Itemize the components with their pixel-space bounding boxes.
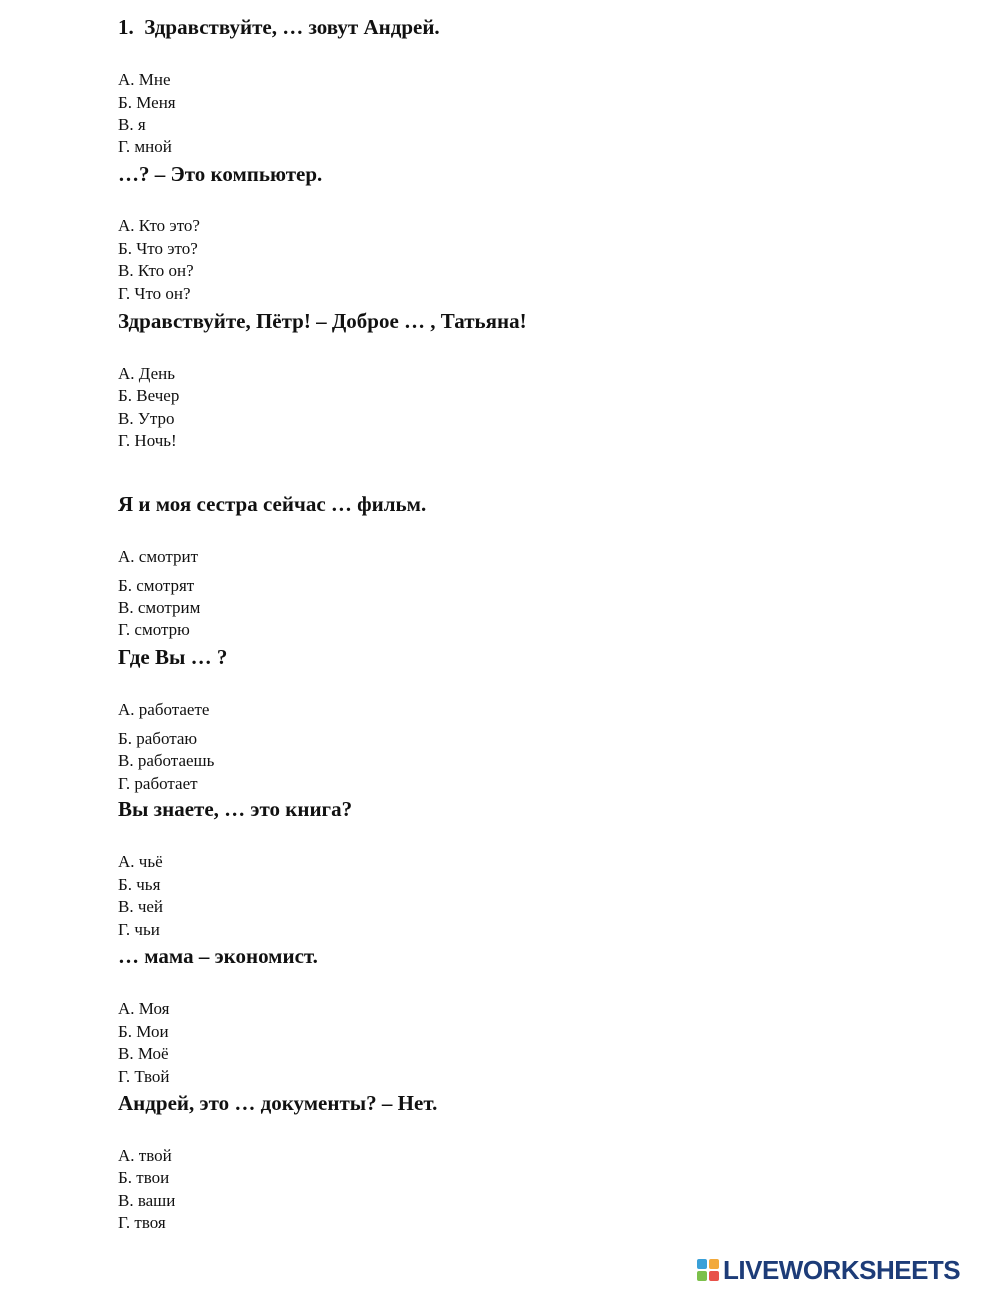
option-8a[interactable]: А. твой: [118, 1146, 172, 1165]
question-text: Здравствуйте, … зовут Андрей.: [144, 15, 440, 39]
question-6: Вы знаете, … это книга?: [118, 797, 353, 821]
option-2d[interactable]: Г. Что он?: [118, 284, 191, 303]
option-3b[interactable]: Б. Вечер: [118, 386, 180, 405]
option-6d[interactable]: Г. чьи: [118, 920, 160, 939]
option-3d[interactable]: Г. Ночь!: [118, 431, 177, 450]
option-8b[interactable]: Б. твои: [118, 1168, 170, 1187]
option-4d[interactable]: Г. смотрю: [118, 620, 190, 639]
option-3a[interactable]: А. День: [118, 364, 175, 383]
logo-mark-square: [697, 1271, 707, 1281]
question-4: Я и моя сестра сейчас … фильм.: [118, 492, 427, 516]
question-2: …? – Это компьютер.: [118, 162, 323, 186]
option-1c[interactable]: В. я: [118, 115, 146, 134]
question-1: [118, 15, 440, 39]
option-2b[interactable]: Б. Что это?: [118, 239, 198, 258]
option-6b[interactable]: Б. чья: [118, 875, 161, 894]
question-3: Здравствуйте, Пётр! – Доброе … , Татьяна!: [118, 309, 527, 333]
question-7: … мама – экономист.: [118, 944, 318, 968]
liveworksheets-logo: [697, 1256, 960, 1284]
option-7a[interactable]: А. Моя: [118, 999, 170, 1018]
option-5a[interactable]: А. работаете: [118, 700, 210, 719]
option-6a[interactable]: А. чьё: [118, 852, 163, 871]
option-4b[interactable]: Б. смотрят: [118, 576, 195, 595]
option-7b[interactable]: Б. Мои: [118, 1022, 169, 1041]
option-2c[interactable]: В. Кто он?: [118, 261, 194, 280]
logo-text: LIVEWORKSHEETS: [723, 1255, 961, 1285]
option-4a[interactable]: А. смотрит: [118, 547, 199, 566]
logo-mark-square: [709, 1259, 719, 1269]
option-2a[interactable]: А. Кто это?: [118, 216, 200, 235]
option-3c[interactable]: В. Утро: [118, 409, 175, 428]
option-5c[interactable]: В. работаешь: [118, 751, 215, 770]
option-5d[interactable]: Г. работает: [118, 774, 198, 793]
option-8c[interactable]: В. ваши: [118, 1191, 176, 1210]
question-8: Андрей, это … документы? – Нет.: [118, 1091, 438, 1115]
option-1a[interactable]: А. Мне: [118, 70, 171, 89]
logo-mark-square: [697, 1259, 707, 1269]
option-1b[interactable]: Б. Меня: [118, 93, 176, 112]
logo-mark-icon: [697, 1259, 719, 1281]
option-6c[interactable]: В. чей: [118, 897, 164, 916]
question-number: 1.: [118, 15, 134, 39]
logo-mark-square: [709, 1271, 719, 1281]
option-1d[interactable]: Г. мной: [118, 137, 172, 156]
option-7c[interactable]: В. Моё: [118, 1044, 169, 1063]
option-7d[interactable]: Г. Твой: [118, 1067, 170, 1086]
option-8d[interactable]: Г. твоя: [118, 1213, 166, 1232]
question-5: Где Вы … ?: [118, 645, 228, 669]
option-5b[interactable]: Б. работаю: [118, 729, 198, 748]
option-4c[interactable]: В. смотрим: [118, 598, 201, 617]
